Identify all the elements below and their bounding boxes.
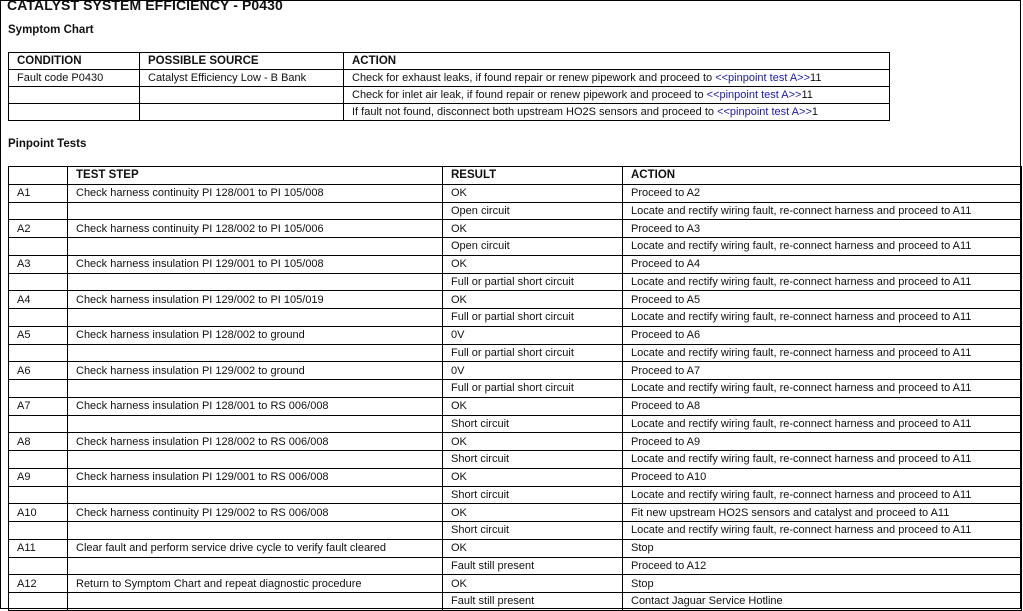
test-step-cell: [68, 593, 443, 611]
table-row: [9, 557, 1022, 575]
test-step-cell: Check harness continuity PI 128/002 to PI 105/006: [68, 220, 443, 238]
result-cell: Fault still present: [443, 557, 623, 575]
action-header: ACTION: [344, 53, 890, 70]
table-row: [9, 202, 1022, 220]
test-id-cell: A4: [9, 291, 68, 309]
result-cell: OK: [443, 575, 623, 593]
table-row: [9, 415, 1022, 433]
test-step-cell: [68, 557, 443, 575]
test-step-cell: [68, 273, 443, 291]
test-id-cell: A9: [9, 468, 68, 486]
result-cell: OK: [443, 184, 623, 202]
result-cell: Open circuit: [443, 238, 623, 256]
action-cell: Proceed to A2: [623, 184, 1022, 202]
page-title: CATALYST SYSTEM EFFICIENCY - P0430: [7, 0, 283, 13]
pinpoint-header-row: [9, 167, 1022, 185]
table-row: [9, 451, 1022, 469]
action-cell: Stop: [623, 539, 1022, 557]
result-cell: Short circuit: [443, 522, 623, 540]
test-id-cell: [9, 522, 68, 540]
result-cell: OK: [443, 291, 623, 309]
symptom-row: [9, 87, 890, 104]
test-id-cell: [9, 451, 68, 469]
action-cell: Locate and rectify wiring fault, re-connect harness and proceed to A11: [623, 522, 1022, 540]
pinpoint-tests-table: [8, 166, 1022, 611]
action-cell: Locate and rectify wiring fault, re-connect harness and proceed to A11: [623, 344, 1022, 362]
result-cell: Short circuit: [443, 486, 623, 504]
test-id-cell: A11: [9, 539, 68, 557]
test-id-cell: [9, 415, 68, 433]
condition-header: CONDITION: [9, 53, 140, 70]
test-id-cell: [9, 273, 68, 291]
result-cell: Full or partial short circuit: [443, 344, 623, 362]
possible-source-cell: [140, 87, 344, 104]
action-cell: Proceed to A4: [623, 255, 1022, 273]
table-row: [9, 344, 1022, 362]
action-cell: Locate and rectify wiring fault, re-connect harness and proceed to A11: [623, 451, 1022, 469]
test-step-cell: Check harness insulation PI 129/001 to RS 006/008: [68, 468, 443, 486]
action-cell: Stop: [623, 575, 1022, 593]
test-step-cell: Check harness continuity PI 129/002 to RS 006/008: [68, 504, 443, 522]
result-cell: Full or partial short circuit: [443, 273, 623, 291]
test-step-cell: Check harness insulation PI 128/002 to RS 006/008: [68, 433, 443, 451]
action-cell: [344, 70, 890, 87]
action-cell: Locate and rectify wiring fault, re-connect harness and proceed to A11: [623, 486, 1022, 504]
result-cell: OK: [443, 504, 623, 522]
test-step-cell: [68, 238, 443, 256]
test-step-cell: Check harness insulation PI 129/002 to PI 105/019: [68, 291, 443, 309]
action-cell: Proceed to A8: [623, 397, 1022, 415]
action-cell: Proceed to A7: [623, 362, 1022, 380]
test-step-cell: Check harness continuity PI 128/001 to PI 105/008: [68, 184, 443, 202]
action-cell: Proceed to A12: [623, 557, 1022, 575]
action-suffix: 1: [811, 106, 818, 118]
result-cell: Open circuit: [443, 202, 623, 220]
table-row: [9, 255, 1022, 273]
test-step-cell: [68, 415, 443, 433]
result-cell: OK: [443, 397, 623, 415]
test-id-cell: A3: [9, 255, 68, 273]
test-id-cell: A8: [9, 433, 68, 451]
test-id-cell: [9, 486, 68, 504]
table-row: [9, 380, 1022, 398]
possible-source-header: POSSIBLE SOURCE: [140, 53, 344, 70]
table-row: [9, 238, 1022, 256]
action-cell: [344, 104, 890, 121]
table-row: [9, 397, 1022, 415]
pinpoint-test-link[interactable]: <<pinpoint test A>>: [706, 89, 802, 101]
table-row: [9, 220, 1022, 238]
action-text: Check for inlet air leak, if found repair or renew pipework and proceed to: [352, 89, 707, 101]
result-cell: 0V: [443, 326, 623, 344]
test-id-cell: [9, 344, 68, 362]
test-step-cell: Check harness insulation PI 129/002 to ground: [68, 362, 443, 380]
result-cell: OK: [443, 433, 623, 451]
table-row: [9, 486, 1022, 504]
test-id-cell: [9, 238, 68, 256]
test-step-cell: [68, 309, 443, 327]
test-step-cell: Check harness insulation PI 128/002 to ground: [68, 326, 443, 344]
test-id-cell: [9, 309, 68, 327]
symptom-chart-heading: Symptom Chart: [8, 24, 94, 36]
result-header: RESULT: [443, 167, 623, 185]
action-cell: Proceed to A3: [623, 220, 1022, 238]
possible-source-cell: Catalyst Efficiency Low - B Bank: [140, 70, 344, 87]
table-row: [9, 362, 1022, 380]
test-step-cell: Check harness insulation PI 128/001 to RS 006/008: [68, 397, 443, 415]
action-text: Check for exhaust leaks, if found repair or renew pipework and proceed to: [352, 72, 716, 84]
possible-source-cell: [140, 104, 344, 121]
action-cell: Locate and rectify wiring fault, re-connect harness and proceed to A11: [623, 202, 1022, 220]
test-id-cell: A2: [9, 220, 68, 238]
test-id-cell: A6: [9, 362, 68, 380]
table-row: [9, 522, 1022, 540]
action-cell: Locate and rectify wiring fault, re-connect harness and proceed to A11: [623, 273, 1022, 291]
test-id-cell: A1: [9, 184, 68, 202]
test-id-cell: A5: [9, 326, 68, 344]
result-cell: Full or partial short circuit: [443, 380, 623, 398]
pinpoint-test-link[interactable]: <<pinpoint test A>>: [717, 106, 812, 118]
table-row: [9, 273, 1022, 291]
test-step-cell: [68, 451, 443, 469]
table-row: [9, 184, 1022, 202]
table-row: [9, 326, 1022, 344]
result-cell: OK: [443, 468, 623, 486]
result-cell: OK: [443, 255, 623, 273]
pinpoint-tests-heading: Pinpoint Tests: [8, 138, 87, 150]
test-step-cell: [68, 522, 443, 540]
action-cell: Locate and rectify wiring fault, re-connect harness and proceed to A11: [623, 415, 1022, 433]
table-row: [9, 593, 1022, 611]
result-cell: OK: [443, 539, 623, 557]
action-cell: Locate and rectify wiring fault, re-connect harness and proceed to A11: [623, 238, 1022, 256]
result-cell: Short circuit: [443, 415, 623, 433]
test-step-header: TEST STEP: [68, 167, 443, 185]
symptom-chart-table: [8, 52, 890, 121]
test-step-cell: Clear fault and perform service drive cycle to verify fault cleared: [68, 539, 443, 557]
test-step-cell: Check harness insulation PI 129/001 to PI 105/008: [68, 255, 443, 273]
result-cell: Fault still present: [443, 593, 623, 611]
action-text: If fault not found, disconnect both upstream HO2S sensors and proceed to: [352, 106, 718, 118]
table-row: [9, 433, 1022, 451]
table-row: [9, 575, 1022, 593]
table-row: [9, 504, 1022, 522]
test-id-cell: [9, 593, 68, 611]
table-row: [9, 309, 1022, 327]
table-row: [9, 468, 1022, 486]
test-step-cell: [68, 344, 443, 362]
test-step-cell: [68, 380, 443, 398]
test-id-cell: [9, 202, 68, 220]
test-id-cell: [9, 380, 68, 398]
condition-cell: [9, 104, 140, 121]
result-cell: 0V: [443, 362, 623, 380]
action-cell: [344, 87, 890, 104]
symptom-row: [9, 104, 890, 121]
test-id-header: [9, 167, 68, 185]
action-cell: Proceed to A9: [623, 433, 1022, 451]
symptom-row: [9, 70, 890, 87]
result-cell: Short circuit: [443, 451, 623, 469]
action-cell: Proceed to A10: [623, 468, 1022, 486]
action-suffix: 11: [810, 72, 822, 84]
symptom-header-row: [9, 53, 890, 70]
action-cell: Proceed to A6: [623, 326, 1022, 344]
action-cell: Locate and rectify wiring fault, re-connect harness and proceed to A11: [623, 380, 1022, 398]
test-id-cell: A12: [9, 575, 68, 593]
action-header: ACTION: [623, 167, 1022, 185]
table-row: [9, 291, 1022, 309]
test-step-cell: Return to Symptom Chart and repeat diagnostic procedure: [68, 575, 443, 593]
test-id-cell: A7: [9, 397, 68, 415]
table-row: [9, 539, 1022, 557]
test-step-cell: [68, 486, 443, 504]
action-cell: Fit new upstream HO2S sensors and catalyst and proceed to A11: [623, 504, 1022, 522]
result-cell: OK: [443, 220, 623, 238]
test-id-cell: [9, 557, 68, 575]
action-cell: Locate and rectify wiring fault, re-connect harness and proceed to A11: [623, 309, 1022, 327]
action-cell: Contact Jaguar Service Hotline: [623, 593, 1022, 611]
pinpoint-test-link[interactable]: <<pinpoint test A>>: [715, 72, 811, 84]
condition-cell: [9, 87, 140, 104]
result-cell: Full or partial short circuit: [443, 309, 623, 327]
test-step-cell: [68, 202, 443, 220]
action-suffix: 11: [801, 89, 813, 101]
test-id-cell: A10: [9, 504, 68, 522]
condition-cell: Fault code P0430: [9, 70, 140, 87]
action-cell: Proceed to A5: [623, 291, 1022, 309]
